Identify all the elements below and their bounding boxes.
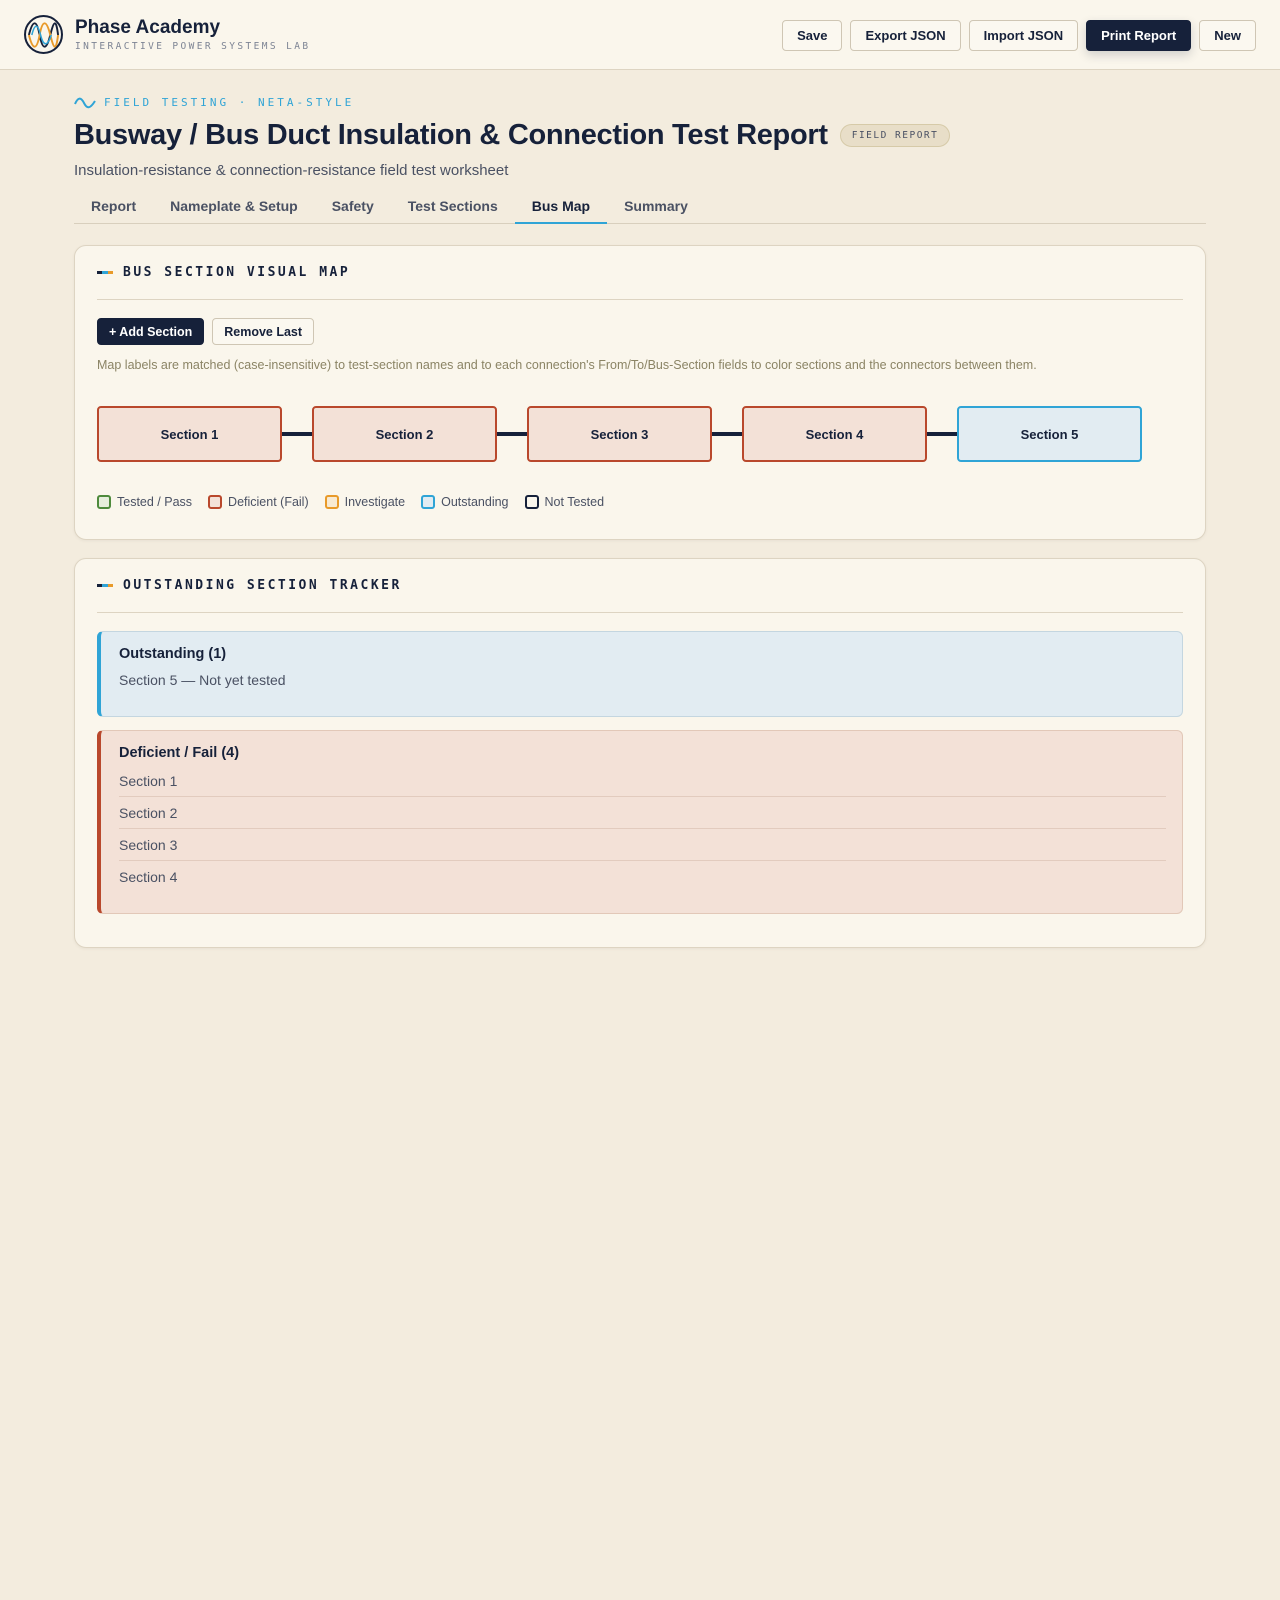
legend-label: Tested / Pass: [117, 495, 193, 509]
section-connector: [282, 432, 312, 436]
section-mark-icon: [97, 584, 113, 587]
tab-nameplate-setup[interactable]: Nameplate & Setup: [170, 197, 298, 214]
section-mark-icon: [97, 271, 113, 274]
status-legend: [97, 495, 604, 509]
save-button[interactable]: Save: [782, 20, 842, 51]
add-section-button[interactable]: + Add Section: [97, 318, 204, 345]
outstanding-title: Outstanding (1): [119, 646, 227, 662]
tab-safety[interactable]: Safety: [331, 197, 374, 214]
section-connector: [927, 432, 957, 436]
tab-bus-map[interactable]: Bus Map: [515, 189, 607, 224]
legend-item: [525, 495, 605, 509]
outstanding-list: [97, 631, 1183, 717]
tracker-heading: OUTSTANDING SECTION TRACKER: [123, 578, 402, 593]
page-eyebrow: [74, 96, 1206, 109]
report-type-badge: FIELD REPORT: [840, 124, 951, 147]
wave-icon: [74, 97, 96, 109]
app-header: [0, 0, 1280, 70]
deficient-item: Section 1: [119, 765, 1166, 797]
legend-item: [421, 495, 508, 509]
legend-item: [325, 495, 405, 509]
tab-summary[interactable]: Summary: [624, 197, 688, 214]
bus-section-3[interactable]: Section 3: [527, 406, 712, 462]
legend-label: Not Tested: [544, 495, 605, 509]
investigate-swatch-icon: [325, 495, 339, 509]
bus-map-heading: BUS SECTION VISUAL MAP: [123, 265, 351, 280]
remove-last-button[interactable]: Remove Last: [212, 318, 314, 345]
bus-section-4[interactable]: Section 4: [742, 406, 927, 462]
outstanding-swatch-icon: [421, 495, 435, 509]
fail-swatch-icon: [208, 495, 222, 509]
legend-label: Deficient (Fail): [228, 495, 309, 509]
deficient-list: [97, 730, 1183, 914]
export-json-button[interactable]: Export JSON: [850, 20, 960, 51]
tab-test-sections[interactable]: Test Sections: [407, 197, 498, 214]
bus-section-5[interactable]: Section 5: [957, 406, 1142, 462]
deficient-item: Section 4: [119, 869, 178, 885]
sine-wave-logo-icon: [24, 15, 63, 54]
outstanding-item: Section 5 — Not yet tested: [119, 672, 286, 688]
page-title: Busway / Bus Duct Insulation & Connection Test Report: [74, 119, 828, 151]
pass-swatch-icon: [97, 495, 111, 509]
tab-report[interactable]: Report: [91, 197, 137, 214]
bus-section-1[interactable]: Section 1: [97, 406, 282, 462]
section-connector: [712, 432, 742, 436]
legend-label: Investigate: [344, 495, 406, 509]
print-report-button[interactable]: Print Report: [1086, 20, 1191, 51]
map-hint: Map labels are matched (case-insensitive) to test-section names and to each connection's From/To/Bus-Section fields to color sections and the connectors between them.: [97, 358, 1037, 372]
brand-name: Phase Academy: [75, 17, 221, 38]
section-connector: [497, 432, 527, 436]
tab-bar: [74, 189, 1206, 224]
new-report-button[interactable]: New: [1199, 20, 1256, 51]
not-tested-swatch-icon: [525, 495, 539, 509]
eyebrow-text: FIELD TESTING · NETA-STYLE: [104, 96, 355, 109]
brand-subtitle: INTERACTIVE POWER SYSTEMS LAB: [75, 41, 311, 52]
bus-section-map: [97, 406, 1183, 462]
deficient-item: Section 3: [119, 829, 1166, 861]
legend-item: [97, 495, 192, 509]
deficient-item: Section 2: [119, 797, 1166, 829]
legend-label: Outstanding: [441, 495, 509, 509]
bus-section-2[interactable]: Section 2: [312, 406, 497, 462]
import-json-button[interactable]: Import JSON: [969, 20, 1078, 51]
bus-map-card: [74, 245, 1206, 540]
deficient-title: Deficient / Fail (4): [119, 745, 240, 761]
legend-item: [208, 495, 309, 509]
page-subtitle: Insulation-resistance & connection-resistance field test worksheet: [74, 162, 509, 179]
outstanding-tracker-card: [74, 558, 1206, 948]
